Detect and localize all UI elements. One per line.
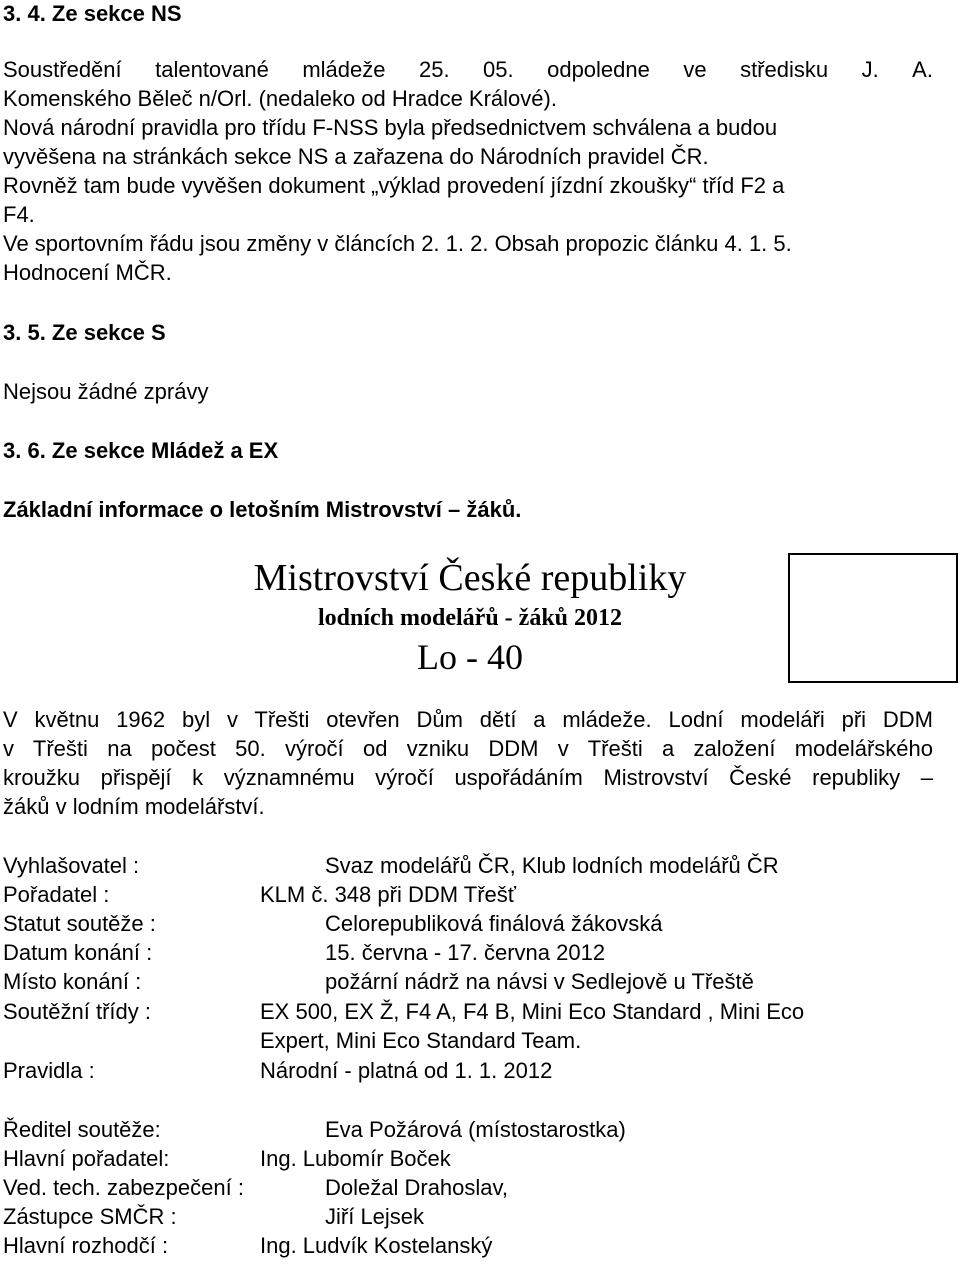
info-value: Svaz modelářů ČR, Klub lodních modelářů ČR — [325, 853, 779, 878]
word: talentované — [155, 57, 269, 82]
section-heading-s: 3. 5. Ze sekce S — [3, 320, 166, 345]
word: Soustředění — [3, 57, 122, 82]
championship-subtitle: lodních modelářů - žáků 2012 — [317, 605, 623, 631]
staff-label: Zástupce SMČR : — [3, 1204, 177, 1229]
paragraph-line: Nejsou žádné zprávy — [3, 379, 209, 404]
staff-value: Ing. Lubomír Boček — [260, 1146, 451, 1171]
section-heading-mladez: 3. 6. Ze sekce Mládež a EX — [3, 438, 279, 463]
info-value: Národní - platná od 1. 1. 2012 — [260, 1058, 553, 1083]
word: ve — [683, 57, 707, 82]
word: J. — [861, 57, 879, 82]
paragraph-line: F4. — [3, 202, 35, 227]
section-heading-ns: 3. 4. Ze sekce NS — [3, 1, 182, 26]
championship-title: Mistrovství České republiky — [253, 557, 687, 599]
word: 05. — [483, 57, 514, 82]
word: A. — [912, 57, 933, 82]
info-label: Vyhlašovatel : — [3, 853, 140, 878]
paragraph-line: Hodnocení MČR. — [3, 260, 172, 285]
paragraph-line: kroužku přispějí k významnému výročí uspořádáním Mistrovství České republiky – — [3, 765, 933, 790]
paragraph-line: vyvěšena na stránkách sekce NS a zařazena do Národních pravidel ČR. — [3, 144, 709, 169]
info-value: EX 500, EX Ž, F4 A, F4 B, Mini Eco Standard , Mini Eco — [260, 999, 805, 1024]
info-label: Statut soutěže : — [3, 911, 156, 936]
staff-label: Ved. tech. zabezpečení : — [3, 1175, 244, 1200]
info-label: Místo konání : — [3, 969, 142, 994]
info-value: 15. června - 17. června 2012 — [325, 940, 606, 965]
info-value: požární nádrž na návsi v Sedlejově u Třeště — [325, 969, 754, 994]
staff-value: Eva Požárová (místostarostka) — [325, 1117, 626, 1142]
paragraph-line: Komenského Běleč n/Orl. (nedaleko od Hradce Králové). — [3, 86, 557, 111]
staff-label: Hlavní rozhodčí : — [3, 1233, 169, 1258]
paragraph-line: Rovněž tam bude vyvěšen dokument „výklad provedení jízdní zkoušky“ tříd F2 a — [3, 173, 785, 198]
word: mládeže — [302, 57, 386, 82]
word: 25. — [418, 57, 450, 82]
staff-label: Ředitel soutěže: — [3, 1117, 161, 1142]
staff-label: Hlavní pořadatel: — [3, 1146, 170, 1171]
info-value: Expert, Mini Eco Standard Team. — [260, 1028, 582, 1053]
paragraph-line: Ve sportovním řádu jsou změny v článcích 2. 1. 2. Obsah propozic článku 4. 1. 5. — [3, 231, 792, 256]
info-label: Pravidla : — [3, 1058, 95, 1083]
championship-code: Lo - 40 — [417, 637, 523, 677]
staff-value: Ing. Ludvík Kostelanský — [260, 1233, 493, 1258]
info-label: Datum konání : — [3, 940, 153, 965]
word: odpoledne — [547, 57, 650, 82]
info-value: KLM č. 348 při DDM Třešť — [260, 882, 517, 907]
paragraph-line — [3, 56, 933, 84]
info-value: Celorepubliková finálová žákovská — [325, 911, 663, 936]
image-placeholder-box — [788, 553, 958, 683]
info-label: Soutěžní třídy : — [3, 999, 151, 1024]
word: středisku — [740, 57, 829, 82]
paragraph-line: žáků v lodním modelářství. — [3, 794, 265, 819]
staff-value: Doležal Drahoslav, — [325, 1175, 509, 1200]
staff-value: Jiří Lejsek — [325, 1204, 425, 1229]
paragraph-line: Nová národní pravidla pro třídu F-NSS byla předsednictvem schválena a budou — [3, 115, 778, 140]
info-label: Pořadatel : — [3, 882, 110, 907]
paragraph-line: v Třešti na počest 50. výročí od vzniku DDM v Třešti a založení modelářského — [3, 736, 933, 761]
paragraph-line: V květnu 1962 byl v Třešti otevřen Dům dětí a mládeže. Lodní modeláři při DDM — [3, 707, 933, 732]
subheading: Základní informace o letošním Mistrovství – žáků. — [3, 497, 522, 522]
